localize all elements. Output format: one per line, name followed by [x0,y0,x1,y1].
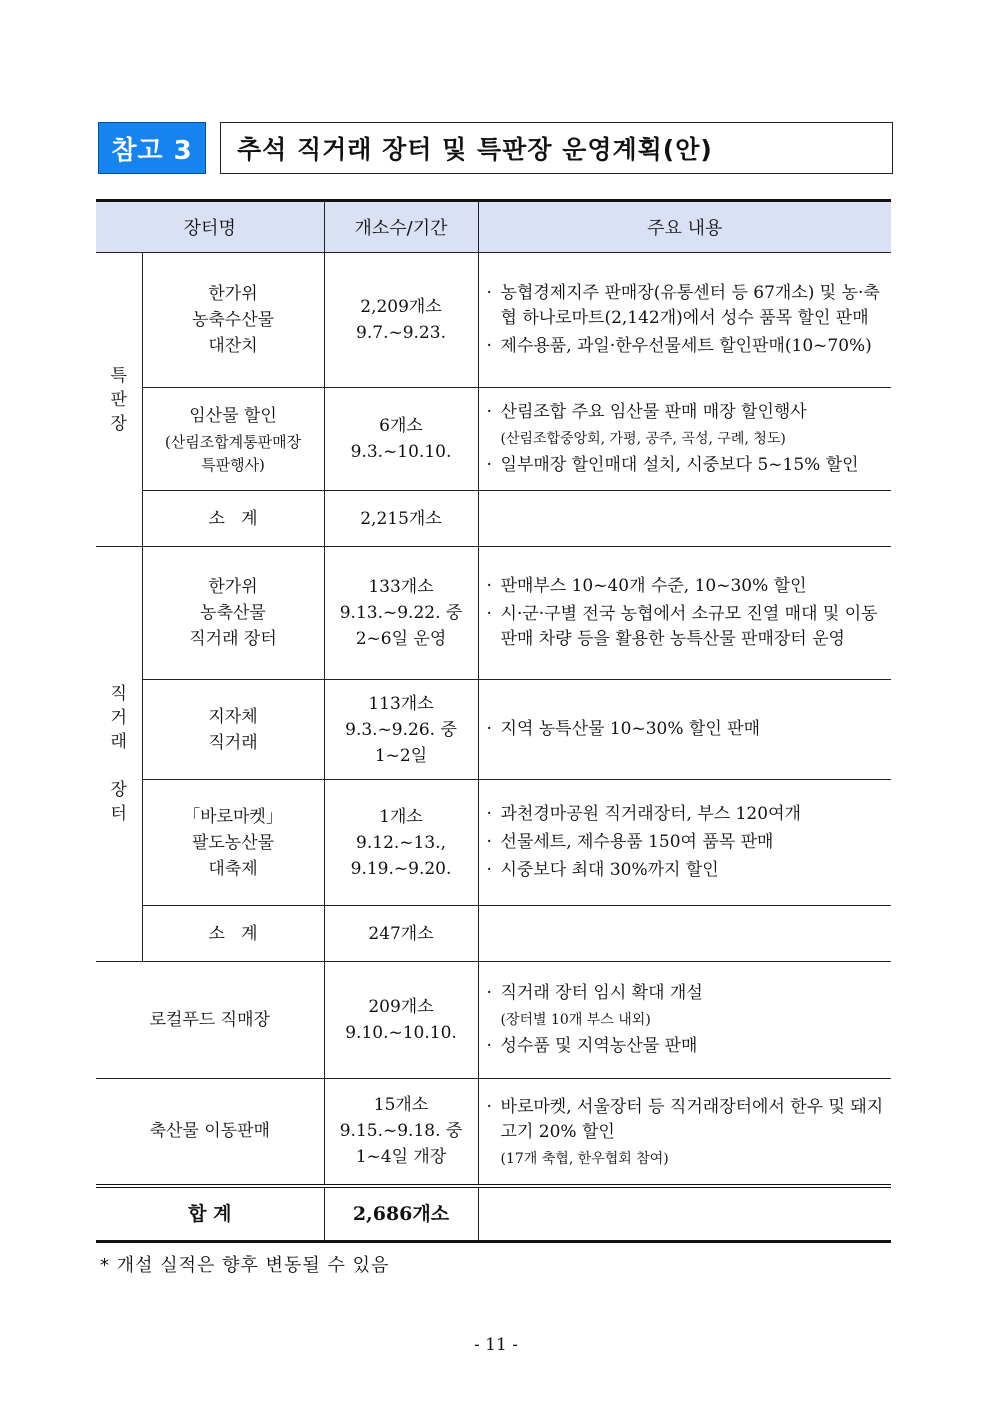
subtotal-label: 소 계 [142,906,324,962]
content-cell: · 직거래 장터 임시 확대 개설 (장터별 10개 부스 내외) · 성수품 및 지역농산물 판매 [478,962,891,1079]
market-plan-table [96,199,891,1243]
count-period-cell: 15개소 9.15.~9.18. 중 1~4일 개장 [324,1079,478,1186]
market-name-cell: 로컬푸드 직매장 [96,962,324,1079]
page-title: 추석 직거래 장터 및 특판장 운영계획(안) [220,122,893,174]
count-period-cell: 1개소 9.12.~13., 9.19.~9.20. [324,780,478,906]
header-market-name: 장터명 [96,201,324,253]
market-name-cell: 임산물 할인 (산림조합계통판매장 특판행사) [142,388,324,491]
market-name-cell: 「바로마켓」 팔도농산물 대축제 [142,780,324,906]
count-period-cell: 209개소 9.10.~10.10. [324,962,478,1079]
market-name-cell: 한가위 농축산물 직거래 장터 [142,547,324,680]
content-cell: · 과천경마공원 직거래장터, 부스 120여개 · 선물세트, 제수용품 150여 품목 판매 · 시중보다 최대 30%까지 할인 [478,780,891,906]
table-row [96,253,891,388]
subtotal-value: 247개소 [324,906,478,962]
page-number: - 11 - [474,1335,518,1355]
subtotal-value: 2,215개소 [324,491,478,547]
table-row [96,962,891,1079]
content-cell: · 농협경제지주 판매장(유통센터 등 67개소) 및 농·축협 하나로마트(2,142개)에서 성수 품목 할인 판매 · 제수용품, 과일·한우선물세트 할인판매(10~70%) [478,253,891,388]
content-cell: · 바로마켓, 서울장터 등 직거래장터에서 한우 및 돼지고기 20% 할인 (17개 축협, 한우협회 참여) [478,1079,891,1186]
table-row [96,780,891,906]
title-row [98,122,894,176]
count-period-cell: 2,209개소 9.7.~9.23. [324,253,478,388]
content-cell: · 지역 농특산물 10~30% 할인 판매 [478,680,891,780]
market-name-cell: 지자체 직거래 [142,680,324,780]
market-name-cell: 한가위 농축수산물 대잔치 [142,253,324,388]
count-period-cell: 6개소 9.3.~10.10. [324,388,478,491]
group-label-special-sales: 특 판 장 [96,253,142,547]
count-period-cell: 113개소 9.3.~9.26. 중 1~2일 [324,680,478,780]
table-header-row [96,201,891,253]
empty-cell [478,906,891,962]
table-row [96,388,891,491]
subtotal-label: 소 계 [142,491,324,547]
subtotal-row [96,491,891,547]
content-cell: · 산림조합 주요 임산물 판매 매장 할인행사 (산림조합중앙회, 가평, 공주, 곡성, 구례, 청도) · 일부매장 할인매대 설치, 시중보다 5~15% 할인 [478,388,891,491]
empty-cell [478,1186,891,1242]
header-count-period: 개소수/기간 [324,201,478,253]
subtotal-row [96,906,891,962]
group-label-direct-market: 직 거 래 장 터 [96,547,142,962]
total-row [96,1186,891,1242]
total-label: 합 계 [96,1186,324,1242]
total-value: 2,686개소 [324,1186,478,1242]
empty-cell [478,491,891,547]
footnote: * 개설 실적은 향후 변동될 수 있음 [100,1255,390,1276]
content-cell: · 판매부스 10~40개 수준, 10~30% 할인 · 시·군·구별 전국 농협에서 소규모 진열 매대 및 이동판매 차량 등을 활용한 농특산물 판매장터 운영 [478,547,891,680]
reference-badge: 참고 3 [98,122,206,174]
header-main-content: 주요 내용 [478,201,891,253]
table-row [96,547,891,680]
table-row [96,680,891,780]
market-name-cell: 축산물 이동판매 [96,1079,324,1186]
table-row [96,1079,891,1186]
count-period-cell: 133개소 9.13.~9.22. 중 2~6일 운영 [324,547,478,680]
